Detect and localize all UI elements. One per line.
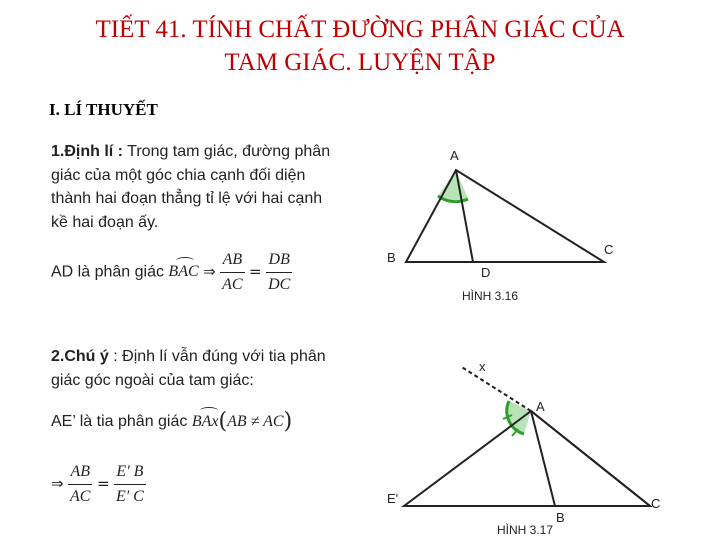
theorem-line-3: thành hai đoạn thẳng tỉ lệ với hai cạnh [51, 190, 323, 207]
note-angle: BAx [192, 410, 219, 434]
vertex-label-b: B [387, 250, 396, 265]
fraction-denominator: DC [268, 275, 291, 293]
theorem-angle: BAC [168, 260, 198, 284]
theorem-equals-symbol: = [249, 262, 262, 281]
line-ab [531, 411, 555, 506]
bisector-ad [456, 170, 473, 262]
vertex-label-b: B [556, 510, 565, 525]
note-text-first: : Định lí vẫn đúng với tia phân [108, 348, 326, 365]
vertex-label-d: D [481, 265, 491, 280]
figure-caption-3-16: HÌNH 3.16 [462, 289, 519, 303]
ray-label-x: x [479, 359, 486, 374]
vertex-label-e: E' [387, 491, 399, 506]
fraction-numerator: DB [266, 248, 292, 273]
fraction-denominator: E' C [115, 487, 144, 505]
note-line-2: giác góc ngoài của tam giác: [51, 371, 254, 389]
fraction-numerator: AB [68, 460, 92, 485]
triangle-abc [406, 170, 604, 262]
theorem-text-first: Trong tam giác, đường phân [123, 143, 331, 160]
note-formula-prefix: AE’ là tia phân giác [51, 413, 188, 431]
fraction-denominator: AC [222, 275, 243, 293]
ray-ax-dashed [460, 366, 531, 411]
vertex-label-a: A [536, 399, 545, 414]
vertex-label-c: C [604, 242, 614, 257]
note-label: 2.Chú ý [51, 348, 109, 365]
fraction-denominator: AC [70, 487, 91, 505]
note-formula: AE’ là tia phân giác BAx(AB ≠ AC) [51, 409, 293, 435]
page-title-line-2: TAM GIÁC. LUYỆN TẬP [224, 49, 496, 76]
note-condition: AB ≠ AC [227, 413, 284, 431]
theorem-formula-prefix: AD là phân giác [51, 263, 164, 281]
figure-caption-3-17: HÌNH 3.17 [497, 523, 554, 537]
triangle-abc [404, 411, 650, 506]
theorem-line-4: kề hai đoạn ấy. [51, 213, 159, 231]
theorem-label: 1.Định lí : [51, 143, 123, 160]
figure-3-17 [387, 359, 660, 537]
fraction-numerator: E' B [114, 460, 146, 485]
vertex-label-c: C [651, 496, 661, 511]
theorem-implies-symbol: ⇒ [203, 262, 216, 281]
theorem-line-2: giác của một góc chia cạnh đối diện [51, 166, 306, 184]
exterior-angle-sector-fill [507, 401, 531, 434]
figure-3-16 [387, 148, 613, 303]
note-equals-symbol: = [96, 474, 110, 493]
vertex-label-a: A [450, 148, 459, 163]
note-implies-symbol: ⇒ [51, 474, 64, 493]
fraction-numerator: AB [220, 248, 244, 273]
side-ac [531, 411, 650, 506]
page-title-line-1: TIẾT 41. TÍNH CHẤT ĐƯỜNG PHÂN GIÁC CỦA [95, 16, 625, 43]
section-heading: I. LÍ THUYẾT [49, 100, 158, 119]
